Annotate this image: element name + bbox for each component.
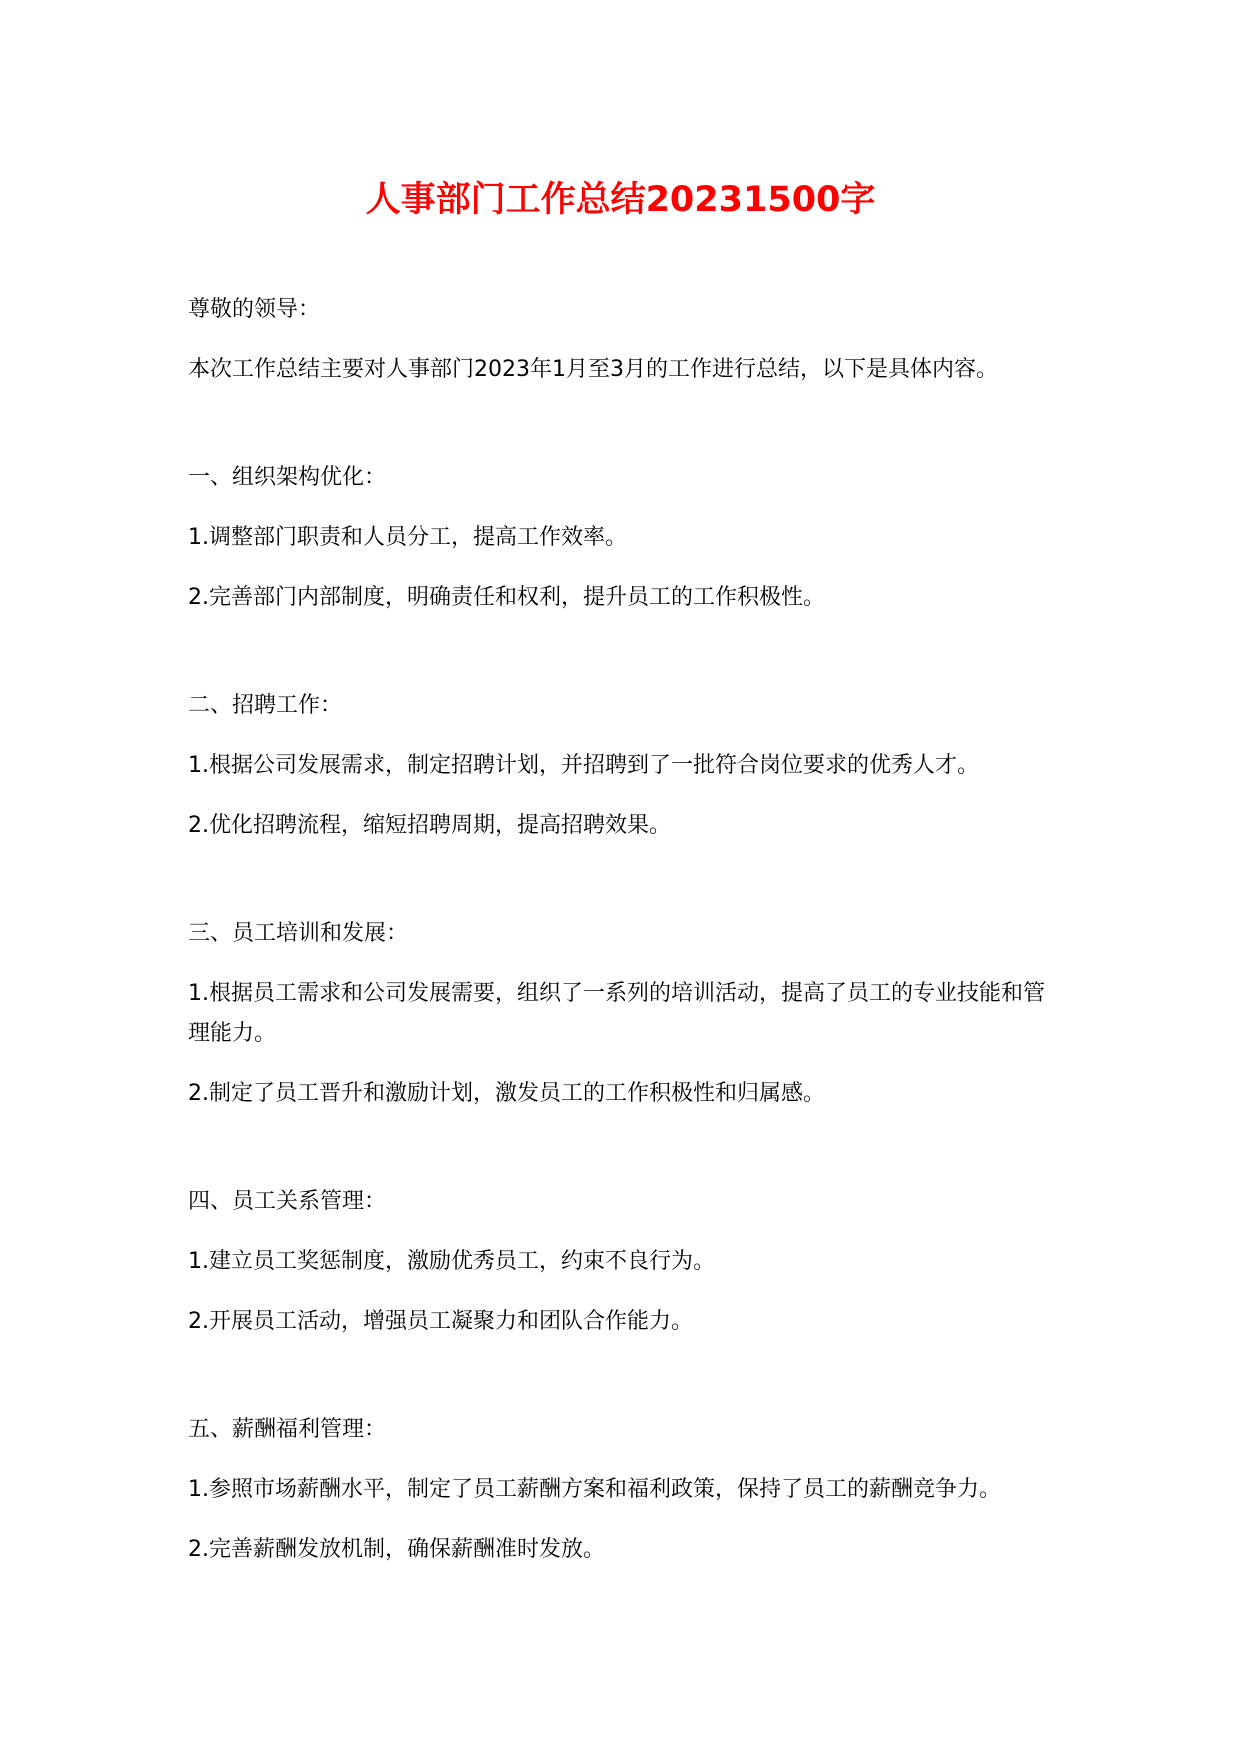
section-item: 2.优化招聘流程，缩短招聘周期，提高招聘效果。 — [188, 813, 671, 838]
greeting: 尊敬的领导： — [188, 297, 321, 322]
section-heading-org: 一、组织架构优化： — [188, 465, 387, 490]
section-item: 2.完善部门内部制度，明确责任和权利，提升员工的工作积极性。 — [188, 585, 825, 610]
section-item: 1.参照市场薪酬水平，制定了员工薪酬方案和福利政策，保持了员工的薪酬竞争力。 — [188, 1477, 1001, 1502]
section-heading-training: 三、员工培训和发展： — [188, 921, 409, 946]
section-item: 1.调整部门职责和人员分工，提高工作效率。 — [188, 525, 627, 550]
section-item: 2.开展员工活动，增强员工凝聚力和团队合作能力。 — [188, 1309, 693, 1334]
section-item: 2.制定了员工晋升和激励计划，激发员工的工作积极性和归属感。 — [188, 1081, 825, 1106]
section-item: 1.根据公司发展需求，制定招聘计划，并招聘到了一批符合岗位要求的优秀人才。 — [188, 753, 979, 778]
section-heading-relations: 四、员工关系管理： — [188, 1189, 387, 1214]
section-heading-compensation: 五、薪酬福利管理： — [188, 1417, 387, 1442]
intro-paragraph: 本次工作总结主要对人事部门2023年1月至3月的工作进行总结，以下是具体内容。 — [188, 357, 998, 382]
section-item: 1.建立员工奖惩制度，激励优秀员工，约束不良行为。 — [188, 1249, 715, 1274]
section-heading-recruit: 二、招聘工作： — [188, 693, 343, 718]
section-item: 2.完善薪酬发放机制，确保薪酬准时发放。 — [188, 1537, 605, 1562]
section-item: 1.根据员工需求和公司发展需要，组织了一系列的培训活动，提高了员工的专业技能和管理能力。 — [188, 981, 1045, 1046]
document-title: 人事部门工作总结20231500字 — [365, 180, 876, 220]
